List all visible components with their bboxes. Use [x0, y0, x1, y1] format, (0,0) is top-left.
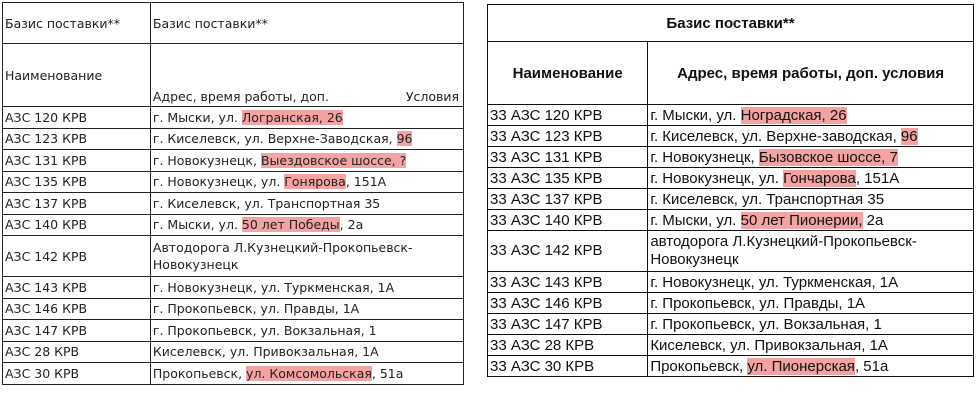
left-address-text: г. Прокопьевск, ул. Правды, 1А — [152, 301, 360, 317]
right-header-name: Наименование — [488, 42, 648, 105]
left-table-row — [3, 341, 464, 363]
right-highlight: ул. Пионерская — [747, 357, 855, 375]
left-address-text: , 2а — [339, 217, 364, 233]
right-cell-name: 33 АЗС 146 КРВ — [488, 293, 648, 314]
right-address-text: г. Новокузнецк, — [650, 148, 759, 166]
right-address-text: г. Киселевск, ул. Верхне-заводская, — [650, 127, 901, 145]
right-header-address: Адрес, время работы, доп. условия — [648, 42, 974, 105]
left-address-text: г. Новокузнецк, ул. — [152, 174, 285, 190]
right-table-row — [488, 272, 974, 293]
left-cell-address — [150, 150, 463, 172]
left-cell-name: АЗС 135 КРВ — [3, 171, 151, 193]
left-cell-address — [150, 107, 463, 129]
right-address-text: г. Новокузнецк, ул. Туркменская, 1А — [650, 273, 899, 291]
left-table-row — [3, 107, 464, 129]
right-highlight: Бызовское шоссе, 7 — [758, 148, 898, 166]
right-cell-name: 33 АЗС 123 КРВ — [488, 126, 648, 147]
left-cell-name: АЗС 146 КРВ — [3, 298, 151, 320]
left-header-name: Наименование — [3, 44, 151, 107]
left-highlight: ул. Комсомольская — [246, 365, 372, 381]
left-header-address-label: Адрес, время работы, доп. — [152, 89, 329, 104]
right-address-text: Киселевск, ул. Привокзальная, 1А — [650, 336, 888, 354]
left-table-row — [3, 236, 464, 277]
left-address-text: г. Мыски, ул. — [152, 109, 242, 125]
left-address-text: г. Киселевск, ул. Транспортная 35 — [152, 195, 381, 211]
left-header-top-row — [3, 3, 464, 44]
right-table-row — [488, 293, 974, 314]
left-highlight: 50 лет Победы — [241, 217, 340, 233]
left-highlight: Логранская, 26 — [241, 109, 343, 125]
right-highlight: Гончарова — [783, 169, 856, 187]
left-cell-address — [150, 363, 463, 385]
right-table-row — [488, 189, 974, 210]
right-address-text: Прокопьевск, — [650, 357, 748, 375]
left-highlight: Выездовское шоссе, ? — [260, 152, 407, 168]
right-cell-name: 33 АЗС 28 КРВ — [488, 335, 648, 356]
left-highlight: 96 — [396, 131, 413, 147]
left-cell-name: АЗС 120 КРВ — [3, 107, 151, 129]
left-table-row — [3, 171, 464, 193]
right-cell-address — [648, 356, 974, 377]
right-cell-address — [648, 314, 974, 335]
left-cell-name: АЗС 28 КРВ — [3, 341, 151, 363]
right-address-text: 2а — [862, 211, 884, 229]
left-address-text: г. Мыски, ул. — [152, 217, 242, 233]
right-table-row — [488, 335, 974, 356]
right-table — [487, 4, 974, 377]
right-cell-address — [648, 189, 974, 210]
right-cell-address — [648, 272, 974, 293]
right-cell-address — [648, 147, 974, 168]
right-highlight: 50 лет Пионерии, — [740, 211, 863, 229]
left-address-text: Киселевск, ул. Привокзальная, 1А — [152, 344, 379, 360]
left-cell-address — [150, 236, 463, 277]
right-address-text: г. Киселевск, ул. Транспортная 35 — [650, 190, 885, 208]
right-highlight: Ноградская, 26 — [740, 106, 847, 124]
right-table-row — [488, 231, 974, 272]
left-cell-address — [150, 298, 463, 320]
left-header-top-cell-1: Базис поставки** — [3, 3, 151, 44]
left-cell-name: АЗС 143 КРВ — [3, 277, 151, 299]
right-cell-name: 33 АЗС 147 КРВ — [488, 314, 648, 335]
right-cell-name: 33 АЗС 143 КРВ — [488, 272, 648, 293]
right-table-row — [488, 126, 974, 147]
right-table-row — [488, 314, 974, 335]
left-header-address — [150, 44, 463, 107]
right-table-row — [488, 105, 974, 126]
right-header-top-cell: Базис поставки** — [488, 5, 974, 42]
left-address-text: г. Прокопьевск, ул. Вокзальная, 1 — [152, 322, 377, 338]
left-cell-address — [150, 277, 463, 299]
left-address-text: г. Новокузнецк, ул. Туркменская, 1А — [152, 279, 395, 295]
right-highlight: 96 — [900, 127, 918, 145]
right-address-text: , 51а — [854, 357, 889, 375]
left-table-row — [3, 193, 464, 215]
right-cell-address — [648, 126, 974, 147]
right-cell-address — [648, 105, 974, 126]
right-cell-name: 33 АЗС 142 КРВ — [488, 231, 648, 272]
left-cell-address — [150, 341, 463, 363]
right-address-text: , 151А — [855, 169, 900, 187]
left-table-row — [3, 320, 464, 342]
left-table-row — [3, 277, 464, 299]
right-cell-name: 33 АЗС 137 КРВ — [488, 189, 648, 210]
right-header-top-row — [488, 5, 974, 42]
right-address-text: автодорога Л.Кузнецкий-Прокопьевск-Новокузнецк — [650, 233, 917, 268]
left-address-text: г. Новокузнецк, — [152, 152, 261, 168]
right-cell-name: 33 АЗС 30 КРВ — [488, 356, 648, 377]
left-table-row — [3, 128, 464, 150]
right-address-text: г. Мыски, ул. — [650, 106, 741, 124]
right-header-row — [488, 42, 974, 105]
left-table-row — [3, 363, 464, 385]
left-table-row — [3, 298, 464, 320]
left-cell-address — [150, 214, 463, 236]
left-cell-name: АЗС 30 КРВ — [3, 363, 151, 385]
right-cell-address — [648, 335, 974, 356]
left-highlight: Гонярова — [284, 174, 346, 190]
left-cell-address — [150, 128, 463, 150]
left-table-row — [3, 214, 464, 236]
left-address-text: Автодорога Л.Кузнецкий-Прокопьевск-Новокузнецк — [152, 240, 413, 272]
left-address-text: Прокопьевск, — [152, 365, 247, 381]
right-cell-name: 33 АЗС 120 КРВ — [488, 105, 648, 126]
left-cell-address — [150, 193, 463, 215]
right-table-row — [488, 356, 974, 377]
left-cell-name: АЗС 131 КРВ — [3, 150, 151, 172]
left-cell-name: АЗС 137 КРВ — [3, 193, 151, 215]
right-cell-address — [648, 293, 974, 314]
right-address-text: г. Новокузнецк, ул. — [650, 169, 784, 187]
right-address-text: г. Прокопьевск, ул. Вокзальная, 1 — [650, 315, 882, 333]
left-cell-name: АЗС 123 КРВ — [3, 128, 151, 150]
right-cell-address — [648, 231, 974, 272]
right-address-text: г. Прокопьевск, ул. Правды, 1А — [650, 294, 866, 312]
left-cell-name: АЗС 140 КРВ — [3, 214, 151, 236]
right-cell-name: 33 АЗС 135 КРВ — [488, 168, 648, 189]
right-table-row — [488, 210, 974, 231]
right-table-row — [488, 168, 974, 189]
right-cell-address — [648, 168, 974, 189]
left-cell-address — [150, 171, 463, 193]
right-table-row — [488, 147, 974, 168]
left-cell-address — [150, 320, 463, 342]
left-header-top-cell-2: Базис поставки** — [150, 3, 463, 44]
right-cell-name: 33 АЗС 131 КРВ — [488, 147, 648, 168]
left-address-text: , 51а — [371, 365, 404, 381]
left-header-row — [3, 44, 464, 107]
left-address-text: г. Киселевск, ул. Верхне-Заводская, — [152, 131, 397, 147]
left-table — [2, 2, 464, 385]
left-cell-name: АЗС 147 КРВ — [3, 320, 151, 342]
left-header-conditions-label: Условия — [405, 89, 459, 104]
right-cell-address — [648, 210, 974, 231]
right-cell-name: 33 АЗС 140 КРВ — [488, 210, 648, 231]
left-cell-name: АЗС 142 КРВ — [3, 236, 151, 277]
left-table-row — [3, 150, 464, 172]
right-address-text: г. Мыски, ул. — [650, 211, 741, 229]
left-address-text: , 151А — [345, 174, 387, 190]
